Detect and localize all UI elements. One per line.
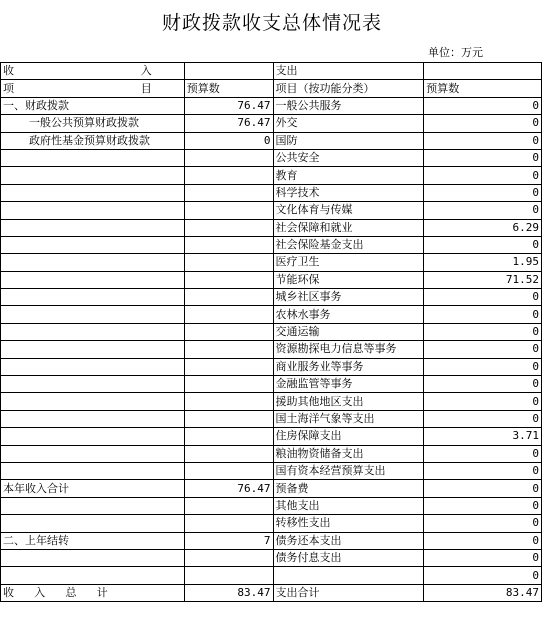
- income-total-a: 收: [3, 585, 14, 599]
- left-item-cell: 政府性基金预算财政拨款: [1, 132, 185, 149]
- right-value-cell: 0: [424, 236, 542, 253]
- left-value-cell: [184, 167, 273, 184]
- left-value-cell: 0: [184, 132, 273, 149]
- left-value-cell: [184, 236, 273, 253]
- total-row: [1, 584, 542, 601]
- left-item-cell: [1, 567, 185, 584]
- table-row: [1, 393, 542, 410]
- left-item-cell: [1, 515, 185, 532]
- right-item-cell: 国土海洋气象等支出: [273, 410, 424, 427]
- right-item-cell: [273, 567, 424, 584]
- left-item-header: [1, 80, 185, 97]
- income-total-label: [1, 584, 185, 601]
- left-value-cell: [184, 323, 273, 340]
- right-item-cell: 公共安全: [273, 149, 424, 166]
- left-item-cell: [1, 341, 185, 358]
- header-blank-2: [424, 63, 542, 80]
- left-value-cell: [184, 549, 273, 566]
- right-value-cell: 0: [424, 480, 542, 497]
- right-item-cell: 外交: [273, 115, 424, 132]
- income-header-b: 入: [140, 64, 152, 78]
- left-value-cell: [184, 202, 273, 219]
- right-value-cell: 0: [424, 323, 542, 340]
- left-item-cell: [1, 289, 185, 306]
- left-value-cell: [184, 184, 273, 201]
- right-value-cell: 0: [424, 445, 542, 462]
- right-value-cell: 0: [424, 376, 542, 393]
- left-value-cell: [184, 306, 273, 323]
- left-item-cell: 二、上年结转: [1, 532, 185, 549]
- table-row: [1, 549, 542, 566]
- right-item-cell: 交通运输: [273, 323, 424, 340]
- table-row: [1, 132, 542, 149]
- left-item-cell: [1, 323, 185, 340]
- table-row: [1, 115, 542, 132]
- right-item-cell: 住房保障支出: [273, 428, 424, 445]
- left-item-cell: 本年收入合计: [1, 480, 185, 497]
- left-item-cell: 一般公共预算财政拨款: [1, 115, 185, 132]
- left-item-cell: 一、财政拨款: [1, 97, 185, 114]
- right-item-cell: 国有资本经营预算支出: [273, 462, 424, 479]
- left-item-cell: [1, 410, 185, 427]
- income-header: [1, 63, 185, 80]
- left-value-cell: [184, 358, 273, 375]
- right-item-cell: 援助其他地区支出: [273, 393, 424, 410]
- table-row: [1, 167, 542, 184]
- right-item-cell: 文化体育与传媒: [273, 202, 424, 219]
- table-row: [1, 341, 542, 358]
- right-value-cell: 0: [424, 532, 542, 549]
- left-item-cell: [1, 149, 185, 166]
- income-total-value: 83.47: [184, 584, 273, 601]
- left-value-cell: [184, 393, 273, 410]
- expense-total-value: 83.47: [424, 584, 542, 601]
- right-item-cell: 债务还本支出: [273, 532, 424, 549]
- left-item-header-b: 目: [140, 81, 152, 95]
- table-row: [1, 184, 542, 201]
- right-value-cell: 0: [424, 184, 542, 201]
- table-row: [1, 149, 542, 166]
- left-item-cell: [1, 306, 185, 323]
- left-item-cell: [1, 462, 185, 479]
- left-value-cell: [184, 149, 273, 166]
- left-item-cell: [1, 202, 185, 219]
- right-value-cell: 0: [424, 462, 542, 479]
- right-budget-header: 预算数: [424, 80, 542, 97]
- right-item-cell: 城乡社区事务: [273, 289, 424, 306]
- right-value-cell: 0: [424, 115, 542, 132]
- left-value-cell: [184, 428, 273, 445]
- left-value-cell: [184, 254, 273, 271]
- unit-label: 单位：万元: [428, 46, 483, 59]
- table-row: [1, 97, 542, 114]
- table-row: [1, 567, 542, 584]
- table-row: [1, 445, 542, 462]
- left-item-cell: [1, 445, 185, 462]
- left-value-cell: [184, 341, 273, 358]
- right-item-cell: 资源勘探电力信息等事务: [273, 341, 424, 358]
- left-budget-header: 预算数: [184, 80, 273, 97]
- right-item-cell: 国防: [273, 132, 424, 149]
- table-row: [1, 323, 542, 340]
- right-item-cell: 一般公共服务: [273, 97, 424, 114]
- income-total-c: 总: [65, 585, 77, 599]
- right-item-cell: 转移性支出: [273, 515, 424, 532]
- table-row: [1, 480, 542, 497]
- right-item-cell: 医疗卫生: [273, 254, 424, 271]
- right-item-cell: 节能环保: [273, 271, 424, 288]
- right-value-cell: 1.95: [424, 254, 542, 271]
- header-blank: [184, 63, 273, 80]
- right-value-cell: 0: [424, 549, 542, 566]
- right-item-cell: 其他支出: [273, 497, 424, 514]
- left-item-cell: [1, 376, 185, 393]
- right-value-cell: 0: [424, 306, 542, 323]
- right-value-cell: 0: [424, 341, 542, 358]
- left-value-cell: [184, 462, 273, 479]
- table-row: [1, 358, 542, 375]
- left-item-cell: [1, 358, 185, 375]
- right-value-cell: 0: [424, 97, 542, 114]
- table-row: [1, 289, 542, 306]
- left-value-cell: [184, 445, 273, 462]
- left-value-cell: [184, 376, 273, 393]
- right-value-cell: 3.71: [424, 428, 542, 445]
- table-row: [1, 515, 542, 532]
- header-row-1: [1, 63, 542, 80]
- left-item-cell: [1, 549, 185, 566]
- report-title: 财政拨款收支总体情况表: [161, 12, 382, 34]
- table-row: [1, 532, 542, 549]
- right-item-cell: 农林水事务: [273, 306, 424, 323]
- right-value-cell: 0: [424, 410, 542, 427]
- table-row: [1, 462, 542, 479]
- right-item-header: 项目（按功能分类）: [273, 80, 424, 97]
- left-item-cell: [1, 219, 185, 236]
- right-item-cell: 教育: [273, 167, 424, 184]
- left-item-cell: [1, 428, 185, 445]
- expense-total-label: 支出合计: [273, 584, 424, 601]
- left-value-cell: 76.47: [184, 480, 273, 497]
- right-value-cell: 0: [424, 132, 542, 149]
- table-row: [1, 306, 542, 323]
- left-value-cell: 7: [184, 532, 273, 549]
- table-row: [1, 219, 542, 236]
- left-value-cell: [184, 289, 273, 306]
- left-item-header-a: 项: [3, 81, 14, 95]
- left-value-cell: [184, 497, 273, 514]
- left-value-cell: 76.47: [184, 97, 273, 114]
- right-value-cell: 0: [424, 202, 542, 219]
- left-item-cell: [1, 184, 185, 201]
- table-row: [1, 410, 542, 427]
- left-value-cell: [184, 515, 273, 532]
- table-row: [1, 202, 542, 219]
- left-value-cell: [184, 410, 273, 427]
- table-row: [1, 236, 542, 253]
- right-item-cell: 社会保险基金支出: [273, 236, 424, 253]
- finance-table: [0, 62, 542, 602]
- right-value-cell: 6.29: [424, 219, 542, 236]
- right-value-cell: 0: [424, 567, 542, 584]
- income-header-a: 收: [3, 64, 14, 78]
- income-total-b: 入: [34, 585, 46, 599]
- right-item-cell: 金融监管等事务: [273, 376, 424, 393]
- table-row: [1, 376, 542, 393]
- right-value-cell: 0: [424, 393, 542, 410]
- right-item-cell: 社会保障和就业: [273, 219, 424, 236]
- right-value-cell: 0: [424, 358, 542, 375]
- right-value-cell: 0: [424, 149, 542, 166]
- expense-header: 支出: [273, 63, 424, 80]
- table-row: [1, 497, 542, 514]
- left-item-cell: [1, 167, 185, 184]
- right-value-cell: 0: [424, 167, 542, 184]
- left-value-cell: 76.47: [184, 115, 273, 132]
- left-value-cell: [184, 567, 273, 584]
- income-total-d: 计: [96, 585, 108, 599]
- header-row-2: [1, 80, 542, 97]
- left-item-cell: [1, 497, 185, 514]
- right-value-cell: 0: [424, 497, 542, 514]
- left-item-cell: [1, 236, 185, 253]
- right-item-cell: 债务付息支出: [273, 549, 424, 566]
- table-row: [1, 271, 542, 288]
- right-item-cell: 粮油物资储备支出: [273, 445, 424, 462]
- right-value-cell: 0: [424, 515, 542, 532]
- right-item-cell: 预备费: [273, 480, 424, 497]
- right-item-cell: 商业服务业等事务: [273, 358, 424, 375]
- right-item-cell: 科学技术: [273, 184, 424, 201]
- left-item-cell: [1, 254, 185, 271]
- left-value-cell: [184, 219, 273, 236]
- left-item-cell: [1, 271, 185, 288]
- table-row: [1, 254, 542, 271]
- left-item-cell: [1, 393, 185, 410]
- table-row: [1, 428, 542, 445]
- right-value-cell: 0: [424, 289, 542, 306]
- right-value-cell: 71.52: [424, 271, 542, 288]
- left-value-cell: [184, 271, 273, 288]
